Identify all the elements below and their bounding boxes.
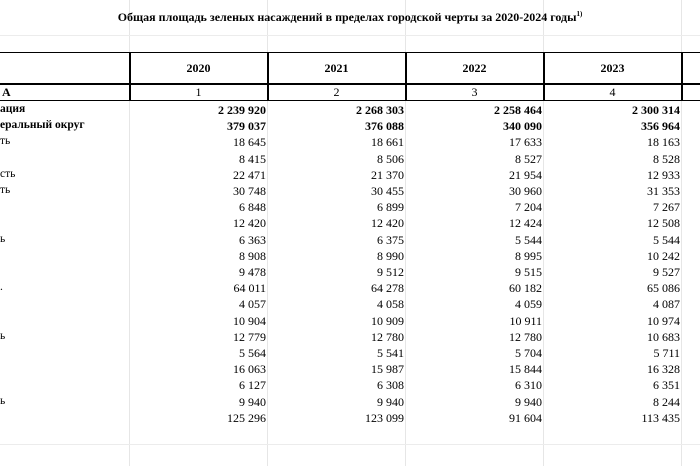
row-label: ть: [0, 135, 11, 148]
value-cell-2023: 10 242: [647, 248, 680, 263]
value-cell-2020: 8 415: [239, 151, 266, 166]
value-cell-2023: 12 933: [647, 167, 680, 182]
value-cell-2020: 125 296: [227, 410, 266, 425]
value-cell-2022: 7 204: [515, 200, 542, 215]
table-row: [0, 135, 700, 151]
header-column-number: 4: [609, 85, 616, 99]
header-cell-border: [681, 83, 700, 101]
header-column-number: 1: [195, 85, 202, 99]
table-row: [0, 314, 700, 330]
value-cell-2023: 5 711: [653, 346, 680, 360]
header-year-2022: 2022: [462, 61, 487, 75]
value-cell-2021: 18 661: [371, 135, 404, 150]
header-year-2023: 2023: [600, 61, 625, 75]
header-column-letter: А: [2, 85, 11, 99]
value-cell-2022: 8 995: [515, 248, 542, 263]
table-row: [0, 119, 700, 135]
value-cell-2021: 6 375: [377, 232, 404, 247]
table-row: [0, 265, 700, 281]
value-cell-2021: 10 909: [371, 313, 404, 328]
table-row: [0, 152, 700, 168]
value-cell-2022: 9 515: [515, 265, 542, 279]
value-cell-2020: 9 478: [239, 265, 266, 279]
value-cell-2022: 60 182: [509, 281, 542, 296]
value-cell-2022: 340 090: [503, 119, 542, 134]
title-text: Общая площадь зеленых насаждений в пределах городской черты за 2020-2024 годы: [117, 10, 577, 24]
value-cell-2023: 4 087: [653, 297, 680, 312]
value-cell-2023: 5 544: [653, 232, 680, 247]
value-cell-2021: 6 899: [377, 200, 404, 215]
value-cell-2021: 21 370: [371, 167, 404, 182]
value-cell-2020: 22 471: [233, 167, 266, 182]
value-cell-2021: 9 940: [377, 394, 404, 409]
header-cell-border: [0, 52, 131, 85]
value-cell-2020: 10 904: [233, 313, 266, 328]
value-cell-2020: 6 363: [239, 232, 266, 247]
value-cell-2023: 16 328: [647, 362, 680, 377]
value-cell-2022: 5 704: [515, 346, 542, 360]
value-cell-2023: 356 964: [641, 119, 680, 134]
table-row: [0, 346, 700, 362]
value-cell-2023: 2 300 314: [632, 103, 680, 117]
table-row: [0, 378, 700, 394]
value-cell-2021: 8 990: [377, 248, 404, 263]
value-cell-2023: 8 244: [653, 394, 680, 409]
row-label: еральный округ: [0, 119, 85, 132]
value-cell-2021: 12 420: [371, 216, 404, 231]
value-cell-2023: 10 683: [647, 329, 680, 344]
value-cell-2022: 21 954: [509, 167, 542, 182]
value-cell-2022: 91 604: [509, 410, 542, 425]
value-cell-2021: 4 058: [377, 297, 404, 312]
value-cell-2020: 6 127: [239, 378, 266, 393]
value-cell-2021: 15 987: [371, 362, 404, 377]
value-cell-2021: 5 541: [377, 346, 404, 360]
table-row: [0, 249, 700, 265]
value-cell-2022: 30 960: [509, 184, 542, 198]
header-year-2020: 2020: [186, 61, 211, 75]
table-row: [0, 103, 700, 119]
value-cell-2023: 7 267: [653, 200, 680, 215]
table-title: [0, 10, 700, 25]
value-cell-2023: 65 086: [647, 281, 680, 296]
value-cell-2022: 15 844: [509, 362, 542, 377]
table-row: [0, 411, 700, 427]
table-row: [0, 233, 700, 249]
header-column-number: 3: [471, 85, 478, 99]
value-cell-2021: 6 308: [377, 378, 404, 393]
value-cell-2021: 8 506: [377, 151, 404, 166]
header-cell-border: [681, 52, 700, 85]
value-cell-2021: 64 278: [371, 281, 404, 296]
value-cell-2020: 6 848: [239, 200, 266, 215]
title-footnote-marker: 1): [576, 10, 583, 18]
value-cell-2020: 16 063: [233, 362, 266, 377]
table-row: [0, 395, 700, 411]
row-label: ация: [0, 103, 26, 115]
table-row: [0, 362, 700, 378]
grid-line: [0, 444, 700, 445]
value-cell-2023: 10 974: [647, 313, 680, 328]
value-cell-2023: 31 353: [647, 184, 680, 198]
value-cell-2021: 376 088: [365, 119, 404, 134]
value-cell-2020: 5 564: [239, 346, 266, 360]
value-cell-2023: 12 508: [647, 216, 680, 231]
value-cell-2020: 9 940: [239, 394, 266, 409]
value-cell-2022: 5 544: [515, 232, 542, 247]
value-cell-2020: 30 748: [233, 184, 266, 198]
table-row: [0, 216, 700, 232]
row-label: ь: [0, 394, 6, 407]
table-row: [0, 281, 700, 297]
value-cell-2020: 64 011: [233, 281, 266, 296]
value-cell-2020: 12 779: [233, 329, 266, 344]
value-cell-2021: 30 455: [371, 184, 404, 198]
table-row: [0, 168, 700, 184]
row-label: ть: [0, 184, 11, 196]
table-row: [0, 330, 700, 346]
value-cell-2021: 12 780: [371, 329, 404, 344]
row-label: сть: [0, 167, 16, 180]
row-label: ь: [0, 232, 6, 245]
value-cell-2022: 12 780: [509, 329, 542, 344]
value-cell-2021: 2 268 303: [356, 103, 404, 117]
value-cell-2023: 6 351: [653, 378, 680, 393]
value-cell-2022: 6 310: [515, 378, 542, 393]
value-cell-2021: 9 512: [377, 265, 404, 279]
value-cell-2020: 12 420: [233, 216, 266, 231]
value-cell-2022: 2 258 464: [494, 103, 542, 117]
value-cell-2022: 4 059: [515, 297, 542, 312]
value-cell-2022: 10 911: [509, 313, 542, 328]
header-column-number: 2: [333, 85, 340, 99]
value-cell-2023: 18 163: [647, 135, 680, 150]
grid-line: [0, 35, 700, 36]
value-cell-2020: 2 239 920: [218, 103, 266, 117]
table-row: [0, 200, 700, 216]
row-label: .: [0, 281, 3, 294]
value-cell-2020: 8 908: [239, 248, 266, 263]
value-cell-2022: 17 633: [509, 135, 542, 150]
value-cell-2020: 4 057: [239, 297, 266, 312]
value-cell-2020: 379 037: [227, 119, 266, 134]
value-cell-2023: 8 528: [653, 151, 680, 166]
table-row: [0, 184, 700, 200]
value-cell-2021: 123 099: [365, 410, 404, 425]
value-cell-2022: 12 424: [509, 216, 542, 231]
header-year-2021: 2021: [324, 61, 349, 75]
value-cell-2020: 18 645: [233, 135, 266, 150]
value-cell-2022: 8 527: [515, 151, 542, 166]
value-cell-2023: 113 435: [641, 410, 680, 425]
value-cell-2022: 9 940: [515, 394, 542, 409]
value-cell-2023: 9 527: [653, 265, 680, 279]
row-label: ь: [0, 329, 6, 342]
table-row: [0, 297, 700, 313]
